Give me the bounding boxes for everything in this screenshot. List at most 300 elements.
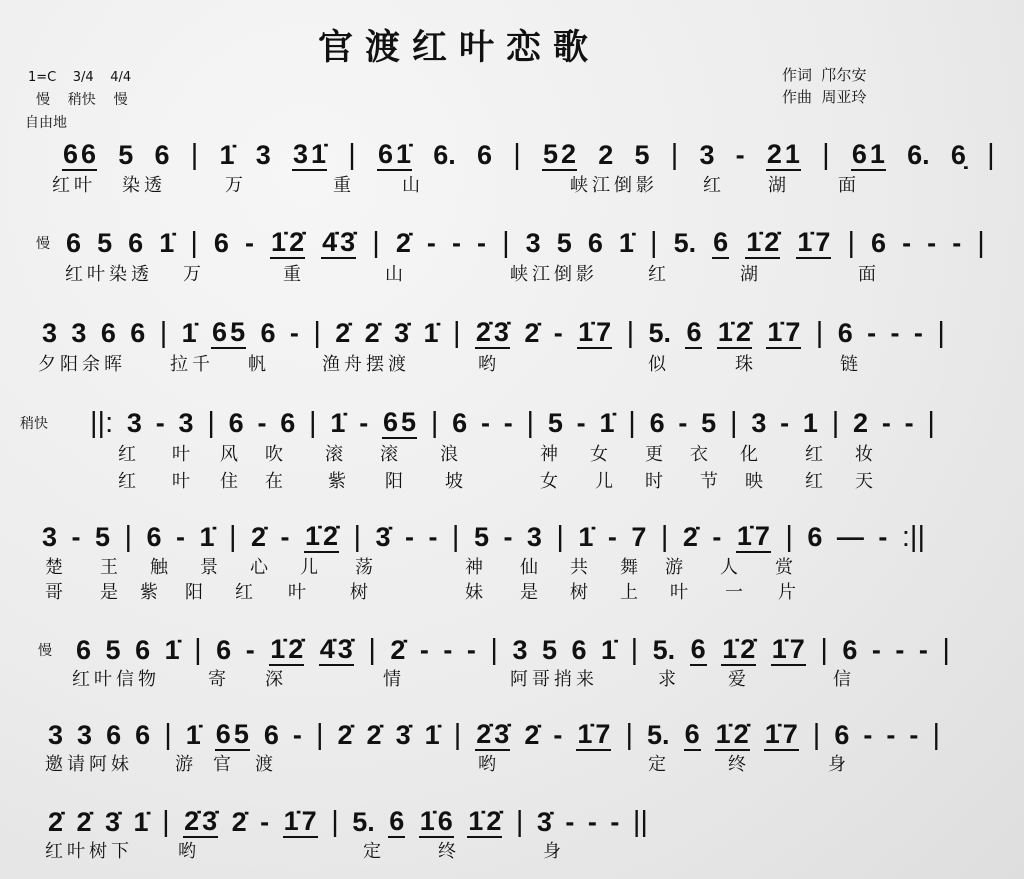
note: 3 [526, 522, 542, 552]
note: 1̇ [133, 807, 149, 837]
lyric-word: 片 [778, 582, 800, 603]
lyric-word: 阳 [185, 582, 207, 603]
sustain-dash: - [871, 635, 881, 665]
underlined-note-group [577, 317, 612, 349]
lyric-word: 终 [728, 754, 750, 775]
lyric-word: 红叶 [52, 175, 96, 196]
note: 7 [595, 719, 611, 749]
note: 1̇ [771, 634, 787, 664]
sustain-dash: - [913, 318, 923, 348]
note: 3̇ [202, 806, 218, 836]
note: 6 [834, 720, 850, 750]
note: 1̇ [283, 806, 299, 836]
bar-line: | [207, 407, 215, 439]
note: 1̇ [601, 635, 617, 665]
composer-credit: 作曲 周亚玲 [782, 88, 867, 106]
note: 6 [154, 140, 170, 170]
underlined-note-group [321, 227, 356, 259]
note: 6 [851, 139, 867, 169]
bar-line: | [729, 407, 738, 439]
note: 6 [649, 408, 665, 438]
note: 1̇ [722, 634, 738, 664]
underlined-note-group [736, 521, 771, 553]
lyric-word: 红 [118, 444, 140, 465]
note: 6 [690, 634, 706, 664]
sustain-dash: - [480, 408, 490, 438]
note: 2̇ [475, 317, 491, 347]
lyric-word: 峡江倒影 [570, 175, 658, 196]
underlined-note-group [382, 407, 417, 439]
lyric-word: 滚 [325, 444, 347, 465]
note: 6 [389, 806, 405, 836]
sustain-dash: - [257, 408, 267, 438]
note: 7 [815, 227, 831, 257]
lyric-word: 舞 [620, 557, 642, 578]
lyric-word: 更 [645, 444, 667, 465]
lyric-word: 哟 [478, 754, 500, 775]
bar-line: | [626, 317, 635, 349]
note: 2̇ [366, 720, 382, 750]
note: 6 [684, 719, 700, 749]
lyric-word: 妆 [855, 444, 877, 465]
bar-line: | [309, 407, 317, 439]
note: 1̇ [715, 719, 731, 749]
tempo-mark: 稍快 [20, 416, 48, 432]
underlined-note-group [764, 719, 799, 751]
note: 1̇ [270, 634, 286, 664]
lyric-word: 面 [858, 264, 880, 285]
note: 3̇ [494, 719, 510, 749]
note: 3 [71, 318, 87, 348]
bar-line: | [630, 634, 639, 666]
sustain-dash: - [245, 635, 255, 665]
note: 2̇ [289, 227, 305, 257]
bar-line: | [162, 806, 170, 838]
note: 1̇ [717, 317, 733, 347]
note: 1̇ [797, 227, 813, 257]
note: 7 [789, 634, 805, 664]
sustain-dash: - [909, 720, 919, 750]
note: 6 [263, 720, 279, 750]
note: 6 [476, 140, 492, 170]
note: 3̇ [375, 522, 391, 552]
note: 5 [556, 228, 572, 258]
lyric-word: 邀请阿妹 [45, 754, 133, 775]
lyric-word: 是 [520, 582, 542, 603]
sustain-dash: - [419, 635, 429, 665]
lyric-word: 万 [183, 264, 205, 285]
note: 1̇ [599, 408, 615, 438]
lyric-word: 游 [665, 557, 687, 578]
sustain-dash: - [610, 807, 620, 837]
bar-line: | [515, 806, 524, 838]
underlined-note-group [542, 139, 577, 171]
sustain-dash: - [678, 408, 688, 438]
note: 2̇ [335, 318, 351, 348]
note: 6̣ [950, 140, 966, 170]
lyric-word: 紫 [140, 582, 162, 603]
underlined-note-group [269, 634, 304, 666]
sustain-dash: - [244, 228, 254, 258]
sustain-dash: - [886, 720, 896, 750]
sustain-dash: - [780, 408, 790, 438]
note: 1̇ [271, 227, 287, 257]
sustain-dash: - [712, 522, 722, 552]
sustain-dash: - [428, 522, 438, 552]
note: 1 [784, 139, 800, 169]
note: 2̇ [48, 807, 64, 837]
note: 6 [260, 318, 276, 348]
lyric-word: 楚 [45, 557, 67, 578]
note: 3 [178, 408, 194, 438]
sustain-dash: - [890, 318, 900, 348]
bar-line: | [927, 407, 935, 439]
note: 6 [215, 719, 231, 749]
note: 3 [292, 139, 308, 169]
note: 7 [754, 521, 770, 551]
note: 6 [130, 318, 146, 348]
note: 2 [853, 408, 869, 438]
lyric-word: 红叶染透 [65, 264, 153, 285]
note: 3 [699, 140, 715, 170]
note: 6 [228, 408, 244, 438]
note: 1̇ [578, 522, 594, 552]
underlined-note-group [319, 634, 354, 666]
sustain-dash: - [426, 228, 436, 258]
lyric-word: 爱 [728, 669, 750, 690]
note: 3 [77, 720, 93, 750]
note: 1̇ [468, 806, 484, 836]
underlined-note-group [685, 317, 702, 349]
underlined-note-group [388, 806, 405, 838]
note: 6 [100, 318, 116, 348]
note: 6 [382, 407, 398, 437]
note: 6 [81, 139, 97, 169]
lyric-word: 住 [220, 471, 242, 492]
note: 2̇ [740, 634, 756, 664]
underlined-note-group [292, 139, 327, 171]
note: 1̇ [304, 521, 320, 551]
bar-line: | [820, 634, 828, 666]
tempo-mark: 慢 [38, 643, 52, 659]
lyric-word: 风 [220, 444, 242, 465]
lyric-word: 似 [648, 354, 670, 375]
sustain-dash: - [952, 228, 962, 258]
note: 6 [807, 522, 823, 552]
note: 3 [255, 140, 271, 170]
bar-line: | [228, 521, 237, 553]
bar-line: | [331, 806, 339, 838]
lyric-word: 重 [333, 175, 355, 196]
note: 6 [452, 408, 468, 438]
bar-line: :|| [901, 521, 925, 553]
lyric-word: 阳 [385, 471, 407, 492]
note: 1̇ [419, 806, 435, 836]
note: 3 [42, 318, 58, 348]
bar-line: | [625, 719, 634, 751]
bar-line: | [190, 227, 198, 259]
bar-line: | [502, 227, 510, 259]
note: 3 [512, 635, 528, 665]
underlined-note-group [211, 317, 246, 349]
note: 3̇ [493, 317, 509, 347]
sustain-dash: - [735, 140, 745, 170]
sustain-dash: — [836, 522, 864, 552]
bar-line: | [372, 227, 380, 259]
sustain-dash: - [289, 318, 299, 348]
lyric-word: 叶 [172, 444, 194, 465]
underlined-note-group [270, 227, 305, 259]
sustain-dash: - [359, 408, 369, 438]
lyric-word: 哟 [178, 841, 200, 862]
note: 3 [525, 228, 541, 258]
note: 7 [596, 317, 612, 347]
lyric-word: 荡 [355, 557, 377, 578]
sustain-dash: - [881, 408, 891, 438]
lyric-word: 信 [833, 669, 855, 690]
bar-line: | [190, 139, 199, 171]
lyric-word: 景 [200, 557, 222, 578]
note: 1̇ [577, 719, 593, 749]
note: 6 [686, 317, 702, 347]
bar-line: | [847, 227, 855, 259]
lyric-word: 共 [570, 557, 592, 578]
note: 1̇ [164, 635, 180, 665]
note: 6 [377, 139, 393, 169]
note: 2̇ [735, 317, 751, 347]
lyric-word: 红 [648, 264, 670, 285]
lyric-word: 吹 [265, 444, 287, 465]
lyric-word: 神 [465, 557, 487, 578]
sustain-dash: - [503, 522, 513, 552]
lyric-word: 山 [402, 175, 424, 196]
note: 2̇ [486, 806, 502, 836]
note: 5. [647, 720, 670, 750]
lyric-word: 渡 [255, 754, 277, 775]
lyric-word: 帆 [248, 354, 270, 375]
lyric-word: 定 [363, 841, 385, 862]
note: 6. [907, 140, 930, 170]
note: 1̇ [618, 228, 634, 258]
lyric-word: 树 [570, 582, 592, 603]
note: 6 [63, 139, 79, 169]
lyric-word: 在 [265, 471, 287, 492]
note: 7 [782, 719, 798, 749]
underlined-note-group [721, 634, 756, 666]
underlined-note-group [475, 317, 510, 349]
lyric-word: 身 [543, 841, 565, 862]
sustain-dash: - [443, 635, 453, 665]
sustain-dash: - [927, 228, 937, 258]
bar-line: | [159, 317, 168, 349]
sustain-dash: - [878, 522, 888, 552]
note: 6 [837, 318, 853, 348]
bar-line: | [452, 317, 461, 349]
note: 5. [352, 807, 375, 837]
underlined-note-group [712, 227, 729, 259]
lyric-word: 紫 [328, 471, 350, 492]
note: 2̇ [764, 227, 780, 257]
note-row [48, 716, 940, 754]
sustain-dash: - [451, 228, 461, 258]
lyricist-credit: 作词 邝尔安 [782, 66, 867, 84]
lyric-word: 神 [540, 444, 562, 465]
note: 1̇ [578, 317, 594, 347]
note: 6 [713, 227, 729, 257]
note: 3̇ [340, 227, 356, 257]
note: 3̇ [395, 720, 411, 750]
note: 2̇ [337, 720, 353, 750]
underlined-note-group [419, 806, 454, 838]
expression-marking: 自由地 [25, 115, 67, 131]
underlined-note-group [745, 227, 780, 259]
lyric-word: 渔舟摆渡 [322, 354, 410, 375]
note: 1̇ [764, 719, 780, 749]
bar-line: | [124, 521, 133, 553]
note: 6 [213, 228, 229, 258]
sustain-dash: - [477, 228, 487, 258]
sustain-dash: - [553, 720, 563, 750]
underlined-note-group [304, 521, 339, 553]
note: 5 [542, 139, 558, 169]
lyric-word: 万 [225, 175, 247, 196]
bar-line: | [815, 317, 824, 349]
bar-line: | [937, 317, 945, 349]
lyric-word: 链 [840, 354, 862, 375]
lyric-word: 哟 [478, 354, 500, 375]
note: 3 [751, 408, 767, 438]
bar-line: | [649, 227, 658, 259]
lyric-word: 儿 [300, 557, 322, 578]
lyric-word: 天 [855, 471, 877, 492]
lyric-word: 触 [150, 557, 172, 578]
bar-line: | [315, 719, 324, 751]
note: 5 [105, 635, 121, 665]
underlined-note-group [467, 806, 502, 838]
note-row [76, 631, 950, 669]
lyric-word: 红 [118, 471, 140, 492]
lyric-word: 红叶信物 [72, 669, 160, 690]
note: 1̇ [767, 317, 783, 347]
note: 2̇ [322, 521, 338, 551]
note: 5 [701, 408, 717, 438]
lyric-word: 夕阳余晖 [38, 354, 126, 375]
note-row [48, 803, 648, 841]
lyric-word: 寄 [208, 669, 230, 690]
note: 1̇ [736, 521, 752, 551]
note: 3̇ [536, 807, 552, 837]
lyric-word: 深 [265, 669, 287, 690]
song-title: 官渡红叶恋歌 [318, 28, 601, 68]
note: 7 [631, 522, 647, 552]
lyric-word: 女 [540, 471, 562, 492]
sustain-dash: - [863, 720, 873, 750]
sustain-dash: - [918, 635, 928, 665]
note: 1̇ [159, 228, 175, 258]
bar-line: | [526, 407, 535, 439]
note: 3 [126, 408, 142, 438]
note: 5. [652, 635, 676, 665]
note: 2 [598, 140, 614, 170]
note: 1̇ [423, 318, 439, 348]
note: 6 [66, 228, 82, 258]
bar-line: | [490, 634, 498, 666]
note: 5 [94, 522, 110, 552]
bar-line: | [368, 634, 376, 666]
note: 6 [135, 635, 151, 665]
bar-line: | [164, 719, 172, 751]
bar-line: | [451, 521, 460, 553]
bar-line: | [785, 521, 793, 553]
lyric-word: 拉千 [170, 354, 214, 375]
bar-line: | [831, 407, 840, 439]
bar-line: | [430, 407, 439, 439]
bar-line: | [977, 227, 985, 259]
note-row [42, 314, 945, 352]
note: 2̇ [733, 719, 749, 749]
note: 2̇ [364, 318, 380, 348]
note: 4̇ [322, 227, 338, 257]
note: 1 [869, 139, 885, 169]
note: 5. [673, 228, 697, 258]
underlined-note-group [183, 806, 218, 838]
note: 1̇ [424, 720, 440, 750]
tempo-mark: 慢 [36, 236, 50, 252]
note: 3̇ [394, 318, 410, 348]
lyric-word: 官 [213, 754, 235, 775]
lyric-word: 哥 [45, 582, 67, 603]
note: 1̇ [310, 139, 327, 169]
note: 2̇ [476, 719, 492, 749]
note: 2̇ [390, 635, 406, 665]
note: 2̇ [184, 806, 200, 836]
note: 7 [785, 317, 801, 347]
note-row [42, 518, 925, 556]
note: 6 [146, 522, 162, 552]
lyric-word: 珠 [735, 354, 757, 375]
lyric-word: 树 [350, 582, 372, 603]
note: 3̇ [337, 634, 353, 664]
note: 5 [118, 140, 134, 170]
underlined-note-group [576, 719, 611, 751]
bar-line: | [628, 407, 636, 439]
lyric-word: 王 [100, 557, 122, 578]
note: 6 [587, 228, 603, 258]
underlined-note-group [771, 634, 806, 666]
sustain-dash: - [260, 807, 270, 837]
lyric-word: 叶 [172, 471, 194, 492]
bar-line: | [194, 634, 202, 666]
note: 5 [634, 140, 650, 170]
bar-line: | [556, 521, 564, 553]
sustain-dash: - [867, 318, 877, 348]
note: 3 [48, 720, 64, 750]
key-and-time-signature: 1=C 3/4 4/4 [28, 70, 132, 85]
underlined-note-group [851, 139, 886, 171]
note: 5 [473, 522, 489, 552]
lyric-word: 赏 [775, 557, 797, 578]
bar-line: | [453, 719, 462, 751]
sustain-dash: - [895, 635, 905, 665]
sustain-dash: - [565, 807, 575, 837]
note: 7 [301, 806, 317, 836]
lyric-word: 坡 [445, 471, 467, 492]
lyric-word: 仙 [520, 557, 542, 578]
bar-line: || [632, 806, 648, 838]
note: 6 [280, 408, 296, 438]
lyric-word: 染透 [122, 175, 166, 196]
note: 6 [871, 228, 887, 258]
